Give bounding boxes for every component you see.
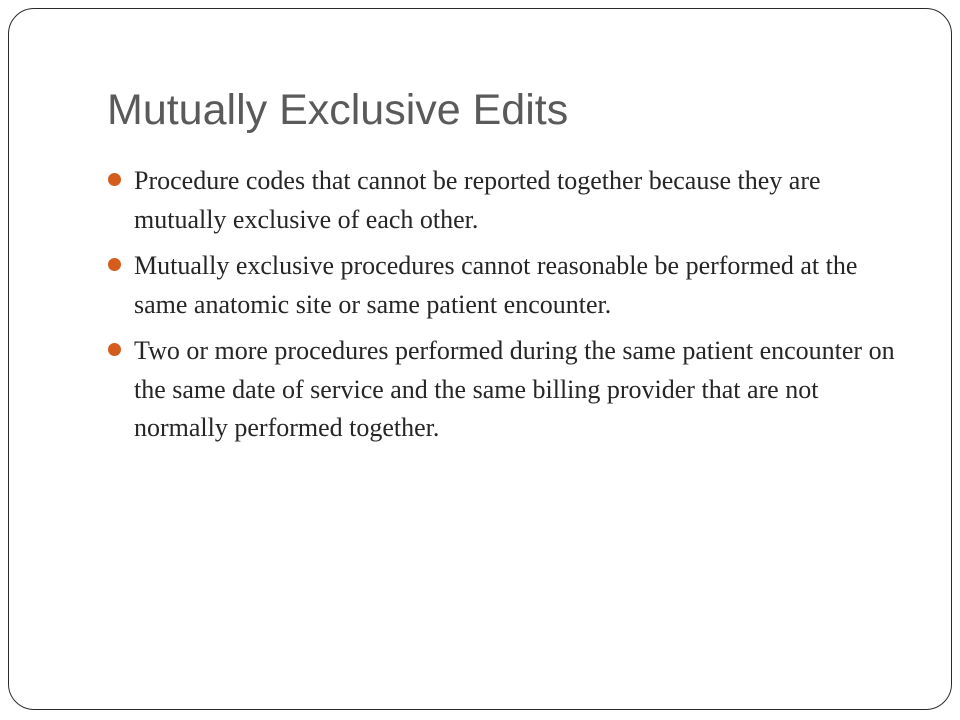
bullet-text: Procedure codes that cannot be reported together because they are mutually exclusive of each other. [134, 166, 821, 234]
bullet-dot-icon [108, 173, 121, 186]
bullet-item [108, 332, 898, 448]
bullet-item [108, 247, 898, 324]
bullet-item [108, 162, 898, 239]
bullet-text: Two or more procedures performed during the same patient encounter on the same date of service and the same billing provider that are not normally performed together. [134, 336, 895, 442]
bullet-dot-icon [108, 258, 121, 271]
slide-title: Mutually Exclusive Edits [107, 86, 569, 134]
bullet-list [108, 162, 898, 456]
bullet-text: Mutually exclusive procedures cannot reasonable be performed at the same anatomic site or same patient encounter. [134, 251, 858, 319]
bullet-dot-icon [108, 343, 121, 356]
